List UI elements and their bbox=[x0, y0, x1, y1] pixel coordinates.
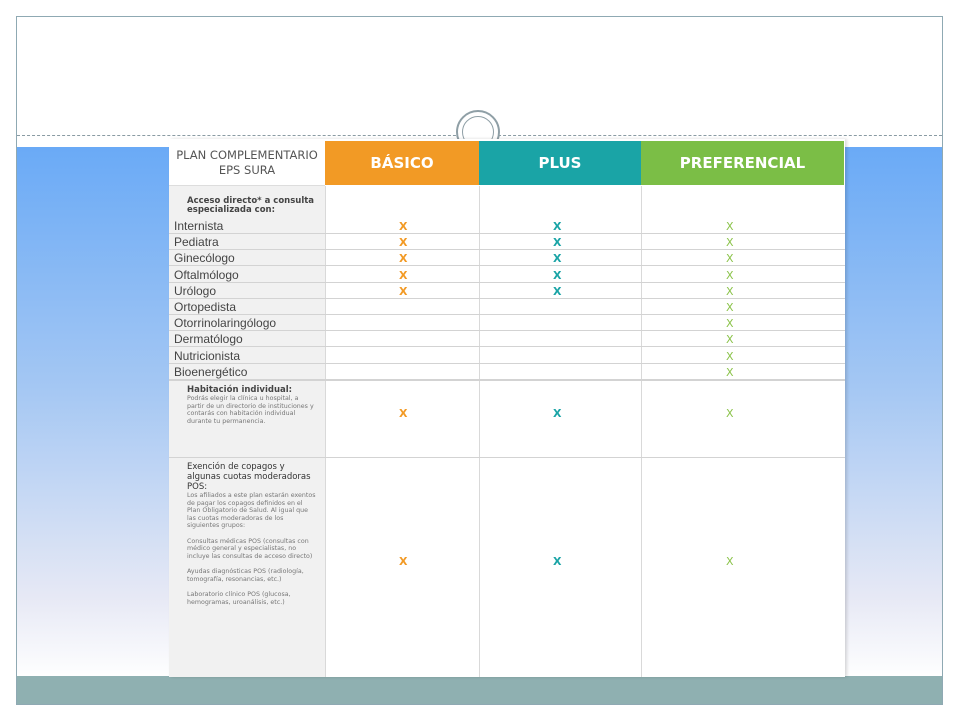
exencion-title: Exención de copagos y algunas cuotas moderadoras POS: bbox=[187, 462, 311, 492]
specialist-label: Internista bbox=[174, 219, 224, 233]
coverage-mark-preferencial: X bbox=[726, 365, 734, 379]
specialist-label: Otorrinolaringólogo bbox=[174, 316, 277, 331]
specialist-label: Urólogo bbox=[174, 283, 217, 298]
coverage-mark-preferencial: X bbox=[726, 349, 734, 363]
habitacion-basico-mark: X bbox=[399, 407, 408, 420]
bottom-band bbox=[17, 676, 942, 704]
row-divider bbox=[169, 380, 845, 381]
plan-comparison-table bbox=[169, 139, 845, 677]
row-divider bbox=[169, 457, 845, 458]
exencion-body: Los afiliados a este plan estarán exentos de pagar los copagos definidos en el Plan Obligatorio de Salud. Al igual que las cuotas moderadoras de los siguientes grupos: bbox=[187, 492, 316, 529]
coverage-mark-preferencial: X bbox=[726, 252, 734, 266]
exencion-preferencial-mark: X bbox=[726, 555, 734, 568]
column-separator bbox=[479, 186, 480, 677]
specialist-label: Ortopedista bbox=[174, 300, 237, 314]
coverage-mark-basico: X bbox=[399, 268, 408, 282]
row-divider bbox=[169, 249, 845, 250]
coverage-mark-preferencial: X bbox=[726, 220, 734, 233]
row-divider bbox=[169, 346, 845, 347]
coverage-mark-basico: X bbox=[399, 236, 408, 250]
habitacion-plus-mark: X bbox=[553, 407, 562, 420]
coverage-mark-basico: X bbox=[399, 284, 408, 298]
specialist-label: Ginecólogo bbox=[174, 251, 235, 266]
header-basico: BÁSICO bbox=[325, 141, 479, 185]
exencion-item-2: Ayudas diagnósticas POS (radiología, tomografía, resonancias, etc.) bbox=[187, 568, 304, 583]
header-plan-line2: EPS SURA bbox=[218, 163, 276, 177]
row-divider bbox=[169, 265, 845, 266]
habitacion-title: Habitación individual: bbox=[187, 385, 293, 395]
row-divider bbox=[169, 233, 845, 234]
coverage-mark-preferencial: X bbox=[726, 317, 734, 331]
header-plan-title bbox=[169, 141, 325, 186]
exencion-basico-mark: X bbox=[399, 555, 408, 568]
habitacion-preferencial-mark: X bbox=[726, 407, 734, 420]
coverage-mark-plus: X bbox=[553, 236, 562, 250]
coverage-mark-preferencial: X bbox=[726, 236, 734, 250]
section-access-title: Acceso directo* a consulta especializada con: bbox=[187, 196, 315, 215]
specialist-label: Pediatra bbox=[174, 235, 219, 250]
coverage-mark-preferencial: X bbox=[726, 301, 734, 314]
coverage-mark-basico: X bbox=[399, 220, 408, 233]
coverage-mark-preferencial: X bbox=[726, 333, 734, 347]
exencion-item-3: Laboratorio clínico POS (glucosa, hemogramas, uroanálisis, etc.) bbox=[187, 591, 291, 606]
habitacion-body: Podrás elegir la clínica u hospital, a partir de un directorio de instituciones y contarás con habitación individual durante tu permanencia. bbox=[187, 395, 314, 425]
row-divider bbox=[169, 298, 845, 299]
specialist-label: Oftalmólogo bbox=[174, 267, 239, 282]
exencion-block bbox=[187, 462, 317, 606]
column-separator bbox=[641, 186, 642, 677]
specialist-label: Bioenergético bbox=[174, 364, 248, 379]
coverage-mark-basico: X bbox=[399, 252, 408, 266]
exencion-item-1: Consultas médicas POS (consultas con médico general y especialistas, no incluye las consultas de acceso directo) bbox=[187, 537, 313, 560]
coverage-mark-plus: X bbox=[553, 220, 562, 233]
column-separator bbox=[325, 186, 326, 677]
coverage-mark-preferencial: X bbox=[726, 268, 734, 282]
specialist-label: Dermatólogo bbox=[174, 332, 243, 347]
coverage-mark-plus: X bbox=[553, 268, 562, 282]
habitacion-block bbox=[187, 386, 317, 425]
coverage-mark-preferencial: X bbox=[726, 284, 734, 298]
coverage-mark-plus: X bbox=[553, 284, 562, 298]
row-divider bbox=[169, 363, 845, 364]
coverage-mark-plus: X bbox=[553, 252, 562, 266]
header-plus: PLUS bbox=[479, 141, 641, 185]
exencion-plus-mark: X bbox=[553, 555, 562, 568]
row-divider bbox=[169, 282, 845, 283]
specialist-label: Nutricionista bbox=[174, 348, 241, 363]
header-plan-line1: PLAN COMPLEMENTARIO bbox=[176, 148, 318, 162]
header-preferencial: PREFERENCIAL bbox=[641, 141, 844, 185]
